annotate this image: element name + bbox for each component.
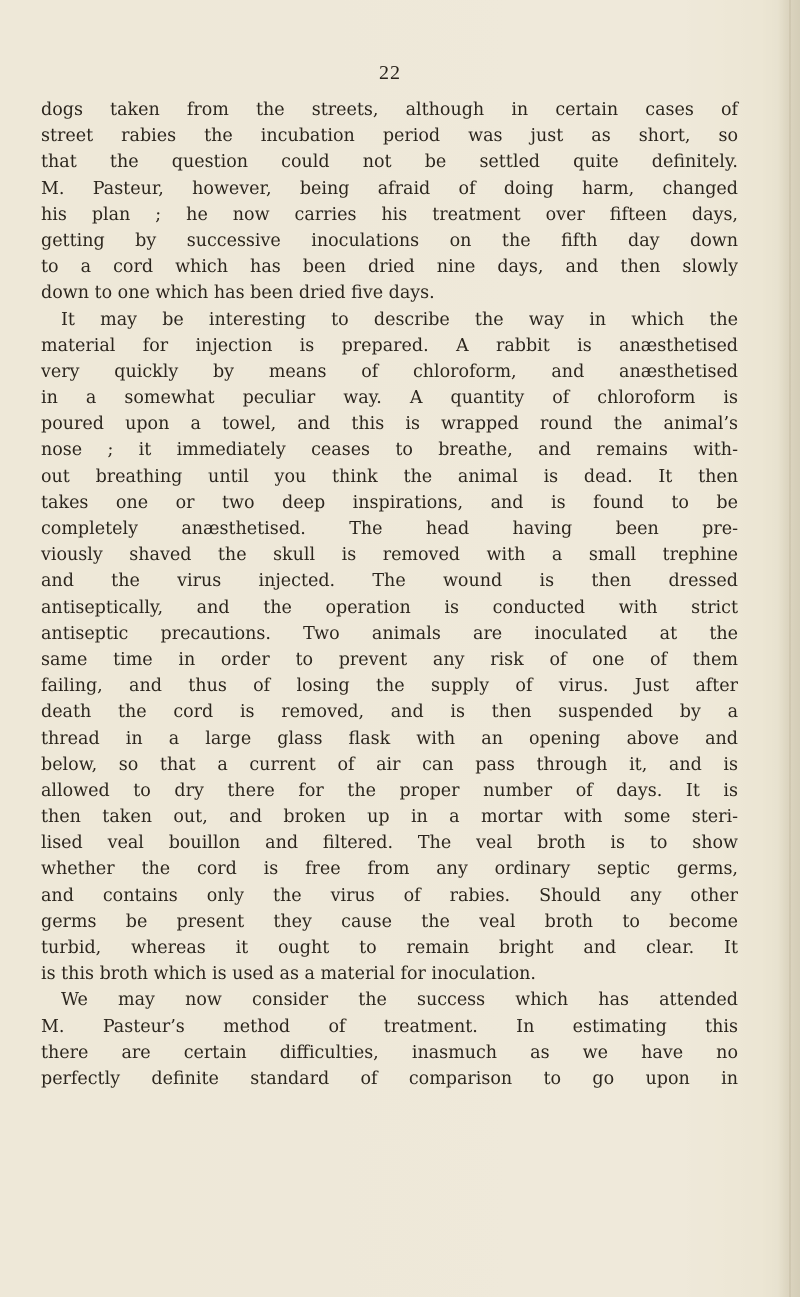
text-line: down to one which has been dried five days. <box>41 283 435 304</box>
page-number: 22 <box>379 62 401 84</box>
text-line: and contains only the virus of rabies. Should any other <box>41 885 738 906</box>
text-line: dogs taken from the streets, although in certain cases of <box>41 100 738 120</box>
page-edge-line <box>789 0 791 1297</box>
text-line: below, so that a current of air can pass through it, and is <box>41 754 738 775</box>
text-line: to a cord which has been dried nine days, and then slowly <box>41 257 738 278</box>
text-line: allowed to dry there for the proper number of days. It is <box>41 780 738 801</box>
text-line: It may be interesting to describe the way in which the <box>61 309 738 330</box>
text-line: turbid, whereas it ought to remain bright and clear. It <box>41 938 738 958</box>
text-line: death the cord is removed, and is then suspended by a <box>41 702 738 723</box>
body-text <box>41 97 738 1092</box>
text-line: antiseptically, and the operation is conducted with strict <box>41 597 738 618</box>
text-line: and the virus injected. The wound is then dressed <box>41 571 738 592</box>
text-line: viously shaved the skull is removed with a small trephine <box>41 545 738 566</box>
text-line: then taken out, and broken up in a mortar with some steri- <box>41 807 738 828</box>
text-line: failing, and thus of losing the supply of virus. Just after <box>41 676 738 697</box>
text-line: very quickly by means of chloroform, and anæsthetised <box>41 361 738 382</box>
text-line: perfectly definite standard of comparison to go upon in <box>41 1068 738 1089</box>
text-line: thread in a large glass flask with an opening above and <box>41 728 738 749</box>
text-line: is this broth which is used as a material for inoculation. <box>41 964 536 985</box>
text-line: his plan ; he now carries his treatment over fifteen days, <box>41 204 738 225</box>
text-line: in a somewhat peculiar way. A quantity of chloroform is <box>41 388 738 409</box>
text-line: antiseptic precautions. Two animals are inoculated at the <box>41 623 738 644</box>
text-line: that the question could not be settled quite definitely. <box>41 152 738 173</box>
text-line: same time in order to prevent any risk of one of them <box>41 649 738 670</box>
text-line: out breathing until you think the animal is dead. It then <box>41 466 738 487</box>
text-line: getting by successive inoculations on the fifth day down <box>41 230 738 251</box>
text-line: completely anæsthetised. The head having been pre- <box>41 519 738 539</box>
text-line: M. Pasteur, however, being afraid of doing harm, changed <box>41 178 738 199</box>
text-line: nose ; it immediately ceases to breathe, and remains with- <box>41 440 738 461</box>
text-line: whether the cord is free from any ordinary septic germs, <box>41 859 738 880</box>
text-line: there are certain difficulties, inasmuch as we have no <box>41 1042 738 1063</box>
text-line: street rabies the incubation period was just as short, so <box>41 126 738 147</box>
text-line: M. Pasteur’s method of treatment. In estimating this <box>41 1016 738 1037</box>
text-line: poured upon a towel, and this is wrapped round the animal’s <box>41 414 738 435</box>
text-line: takes one or two deep inspirations, and is found to be <box>41 492 738 513</box>
text-line: material for injection is prepared. A rabbit is anæsthetised <box>41 335 738 356</box>
text-line: germs be present they cause the veal broth to become <box>41 911 738 932</box>
text-line: lised veal bouillon and filtered. The veal broth is to show <box>41 833 738 854</box>
text-line: We may now consider the success which has attended <box>61 990 738 1011</box>
